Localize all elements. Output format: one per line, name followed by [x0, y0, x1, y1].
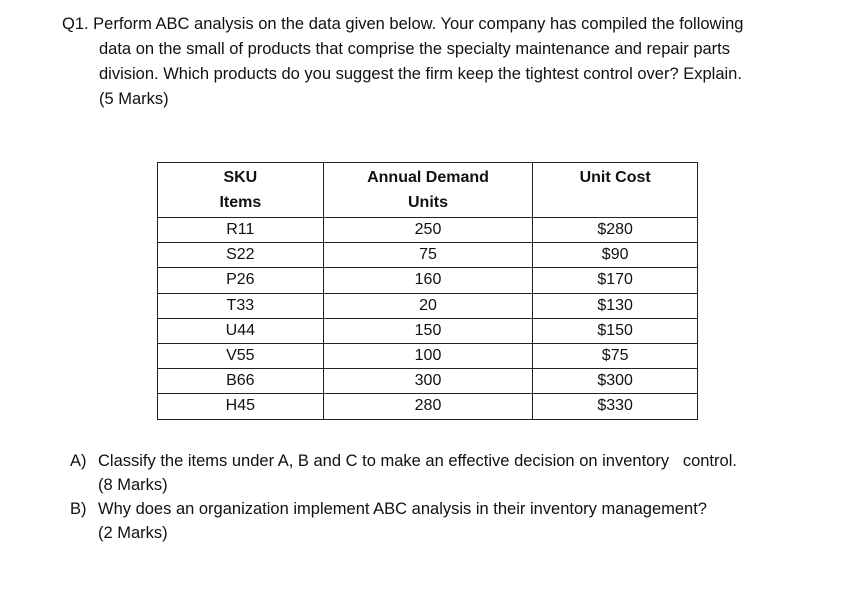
cell-cost: $75 [533, 343, 698, 368]
cell-sku: U44 [158, 318, 324, 343]
table-row [158, 243, 698, 268]
table-row [158, 343, 698, 368]
cell-demand: 160 [323, 268, 533, 293]
sub-question-b [70, 497, 850, 545]
cell-sku: B66 [158, 369, 324, 394]
cell-cost: $300 [533, 369, 698, 394]
header-line: SKU [223, 169, 258, 186]
sub-question-marks: (8 Marks) [98, 476, 168, 494]
table-row [158, 218, 698, 243]
cell-cost: $90 [533, 243, 698, 268]
cell-cost: $170 [533, 268, 698, 293]
header-sku-items [158, 163, 324, 218]
sub-question-letter: B) [70, 500, 87, 518]
cell-demand: 100 [323, 343, 533, 368]
sub-questions [70, 449, 850, 545]
table-header-row [158, 163, 698, 218]
cell-demand: 20 [323, 293, 533, 318]
question-line: Q1. Perform ABC analysis on the data given below. Your company has compiled the following [62, 15, 744, 33]
sub-question-marks: (2 Marks) [98, 524, 168, 542]
question-line: data on the small of products that comprise the specialty maintenance and repair parts [99, 40, 731, 58]
table-row [158, 293, 698, 318]
header-line: Items [219, 194, 262, 211]
cell-sku: V55 [158, 343, 324, 368]
sub-question-text: Why does an organization implement ABC analysis in their inventory management? [98, 500, 707, 518]
question-marks: (5 Marks) [99, 90, 169, 108]
sub-question-body [98, 449, 737, 497]
cell-sku: H45 [158, 394, 324, 419]
header-line: Unit Cost [579, 169, 651, 186]
question-text [62, 12, 842, 112]
table-row [158, 268, 698, 293]
cell-sku: R11 [158, 218, 324, 243]
sub-question-letter: A) [70, 452, 87, 470]
sub-question-a [70, 449, 850, 497]
table-row [158, 369, 698, 394]
cell-demand: 300 [323, 369, 533, 394]
cell-demand: 75 [323, 243, 533, 268]
cell-cost: $150 [533, 318, 698, 343]
header-unit-cost [533, 163, 698, 218]
table-row [158, 318, 698, 343]
header-line: Units [408, 194, 448, 211]
cell-cost: $130 [533, 293, 698, 318]
sku-data-table [157, 162, 698, 420]
table-row [158, 394, 698, 419]
header-annual-demand [323, 163, 533, 218]
cell-cost: $330 [533, 394, 698, 419]
cell-sku: S22 [158, 243, 324, 268]
question-line: division. Which products do you suggest the firm keep the tightest control over? Explain. [99, 65, 742, 83]
header-line: Annual Demand [367, 169, 489, 186]
cell-demand: 280 [323, 394, 533, 419]
cell-sku: T33 [158, 293, 324, 318]
cell-sku: P26 [158, 268, 324, 293]
cell-demand: 250 [323, 218, 533, 243]
cell-demand: 150 [323, 318, 533, 343]
sub-question-text: Classify the items under A, B and C to make an effective decision on inventory control. [98, 452, 737, 470]
sub-question-body [98, 497, 707, 545]
cell-cost: $280 [533, 218, 698, 243]
